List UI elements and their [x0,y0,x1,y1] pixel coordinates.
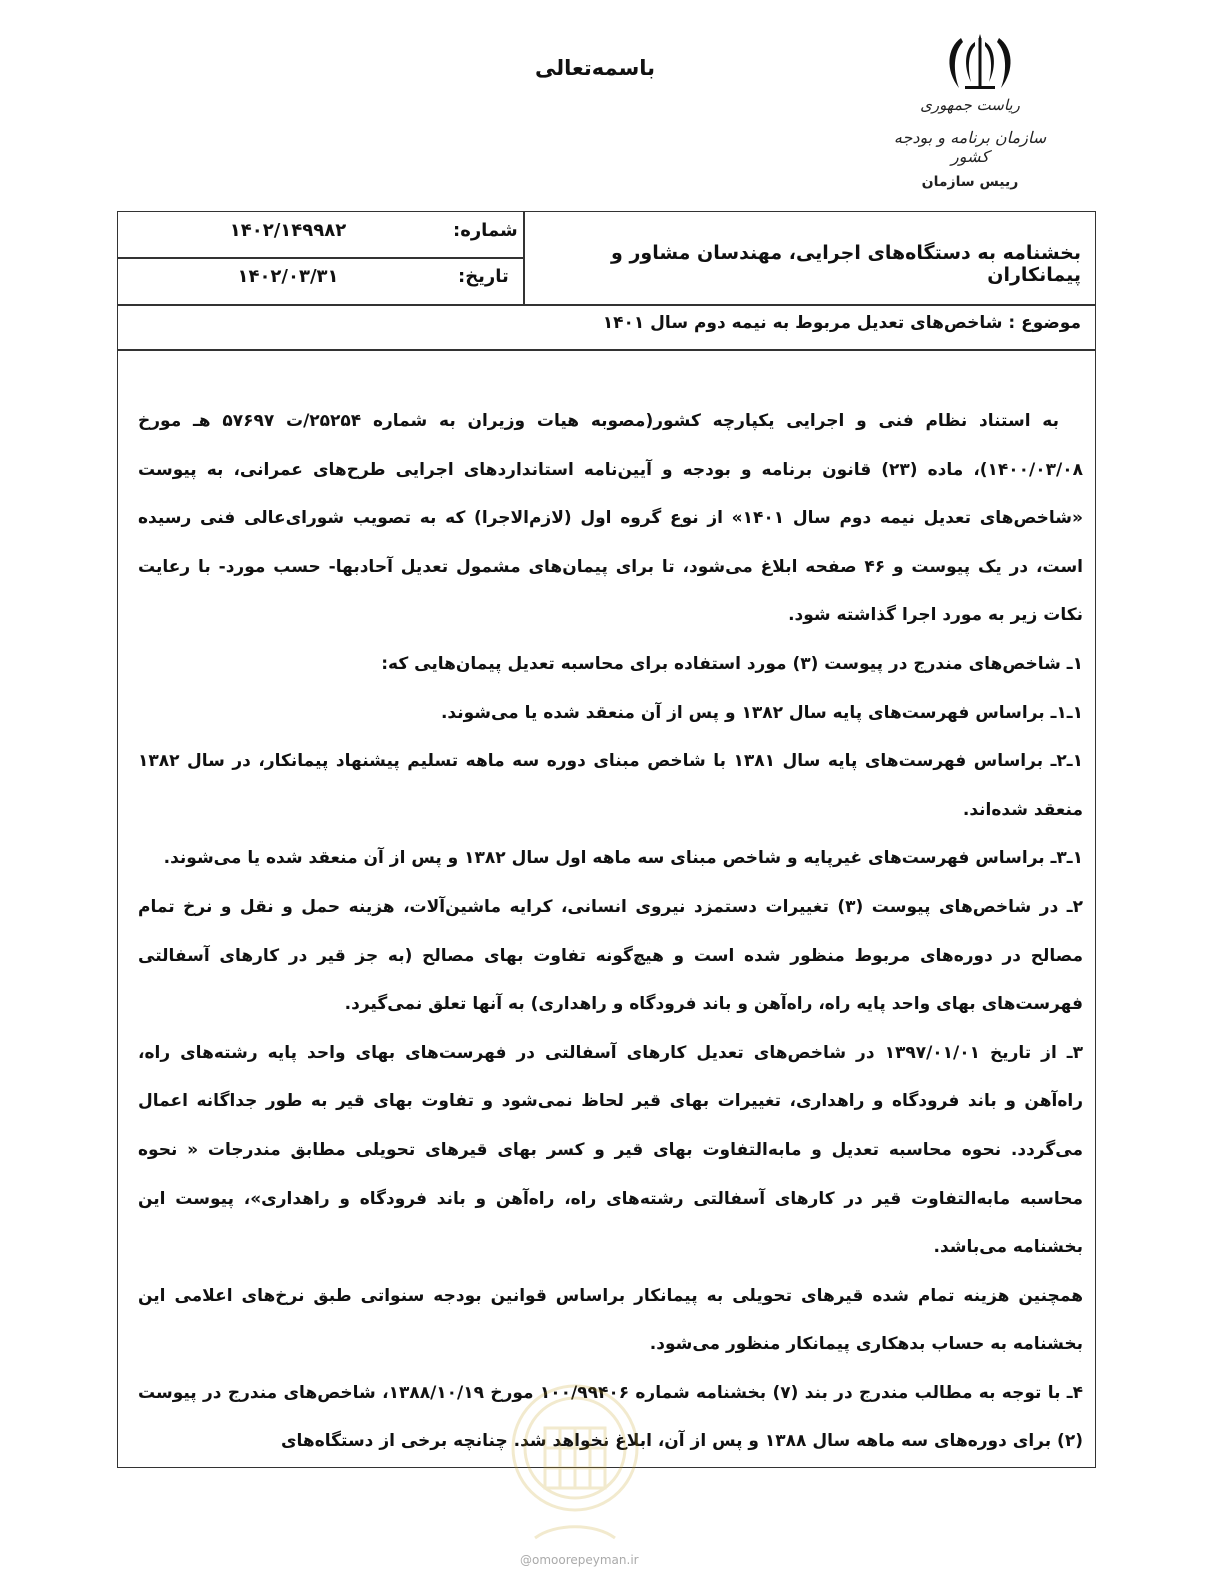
organization-name: سازمان برنامه و بودجه کشور [893,128,1047,166]
subject-line: موضوع : شاخص‌های تعدیل مربوط به نیمه دوم سال ۱۴۰۱ [602,313,1081,333]
watermark-url: @omoorepeyman.ir [520,1553,639,1567]
watermark-seal-icon [505,1338,645,1578]
subject-divider [118,349,1095,351]
clause-1: ۱ـ شاخص‌های مندرج در پیوست (۳) مورد استفاده برای محاسبه تعدیل پیمان‌هایی که: [381,653,1083,674]
number-label: شماره: [453,220,518,241]
letter-body [138,397,1083,1466]
number-value: ۱۴۰۲/۱۴۹۹۸۲ [229,220,347,241]
addressee: بخشنامه به دستگاه‌های اجرایی، مهندسان مشاور و پیمانکاران [611,242,1081,286]
letter-frame [117,211,1096,1468]
clause-1-2: ۱ـ۲ـ براساس فهرست‌های پایه سال ۱۳۸۱ با شاخص مبنای دوره سه ماهه تسلیم پیشنهاد پیمانکار، در سال ۱۳۸۲ منعقد شده‌اند. [138,751,1083,820]
date-value: ۱۴۰۲/۰۳/۳۱ [237,266,339,287]
organization-block [880,96,1060,190]
header-divider [118,304,1095,306]
presidency-label: ریاست جمهوری [920,96,1020,114]
clause-1-1: ۱ـ۱ـ براساس فهرست‌های پایه سال ۱۳۸۲ و پس از آن منعقد شده یا می‌شوند. [440,702,1083,723]
clause-3: ۳ـ از تاریخ ۱۳۹۷/۰۱/۰۱ در شاخص‌های تعدیل کارهای آسفالتی در فهرست‌های بهای واحد پایه رشته‌های راه، راه‌آهن و باند فرودگاه و راهداری، تغییرات بهای قیر لحاظ نمی‌شود و تفاوت بهای قیر به طور جداگانه اعمال می‌گردد. نحوه محاسبه تعدیل و مابه‌التفاوت بهای قیر و کسر بهای قیرهای تحویلی مطابق مندرجات « نحوه محاسبه مابه‌التفاوت قیر در کارهای آسفالتی رشته‌های راه، راه‌آهن و باند فرودگاه و راهداری»، پیوست این بخشنامه می‌باشد. [138,1042,1083,1258]
head-of-organization-label: رییس سازمان [921,174,1019,190]
clause-3-continuation: همچنین هزینه تمام شده قیرهای تحویلی به پیمانکار براساس قوانین بودجه سنواتی طبق نرخ‌های اعلامی این بخشنامه به حساب بدهکاری پیمانکار منظور می‌شود. [138,1285,1083,1355]
clause-2: ۲ـ در شاخص‌های پیوست (۳) تغییرات دستمزد نیروی انسانی، کرایه ماشین‌آلات، هزینه حمل و نقل و نرخ تمام مصالح در دوره‌های مربوط منظور شده است و هیچ‌گونه تفاوت بهای مصالح (به جز قیر در کارهای آسفالتی فهرست‌های بهای واحد پایه راه، راه‌آهن و باند فرودگاه و راهداری) به آنها تعلق نمی‌گیرد. [138,896,1083,1015]
header-divider [118,257,523,259]
intro-paragraph: به استناد نظام فنی و اجرایی یکپارچه کشور(مصوبه هیات وزیران به شماره ۲۵۲۵۴/ت ۵۷۶۹۷ هـ مورخ ۱۴۰۰/۰۳/۰۸)، ماده (۲۳) قانون برنامه و بودجه و آیین‌نامه استانداردهای اجرایی طرح‌های عمرانی، به پیوست «شاخص‌های تعدیل نیمه دوم سال ۱۴۰۱» از نوع گروه اول (لازم‌الاجرا) که به تصویب شورای‌عالی فنی رسیده است، در یک پیوست و ۴۶ صفحه ابلاغ می‌شود، تا برای پیمان‌های مشمول تعدیل آحادبها- حسب مورد- با رعایت نکات زیر به مورد اجرا گذاشته شود. [138,411,1084,626]
clause-1-3: ۱ـ۳ـ براساس فهرست‌های غیرپایه و شاخص مبنای سه ماهه اول سال ۱۳۸۲ و پس از آن منعقد شده یا می‌شوند. [163,848,1083,869]
clause-4: ۴ـ با توجه به مطالب مندرج در بند (۷) بخشنامه شماره ۱۰۰/۹۹۴۰۶ مورخ ۱۳۸۸/۱۰/۱۹، شاخص‌های مندرج در پیوست (۲) برای دوره‌های سه ماهه سال ۱۳۸۸ و پس از آن، ابلاغ نخواهد شد. چنانچه برخی از دستگاه‌های [138,1382,1083,1452]
iran-emblem-icon [935,30,1025,92]
date-label: تاریخ: [458,266,509,287]
bismillah-heading: باسمه‌تعالی [535,56,655,80]
